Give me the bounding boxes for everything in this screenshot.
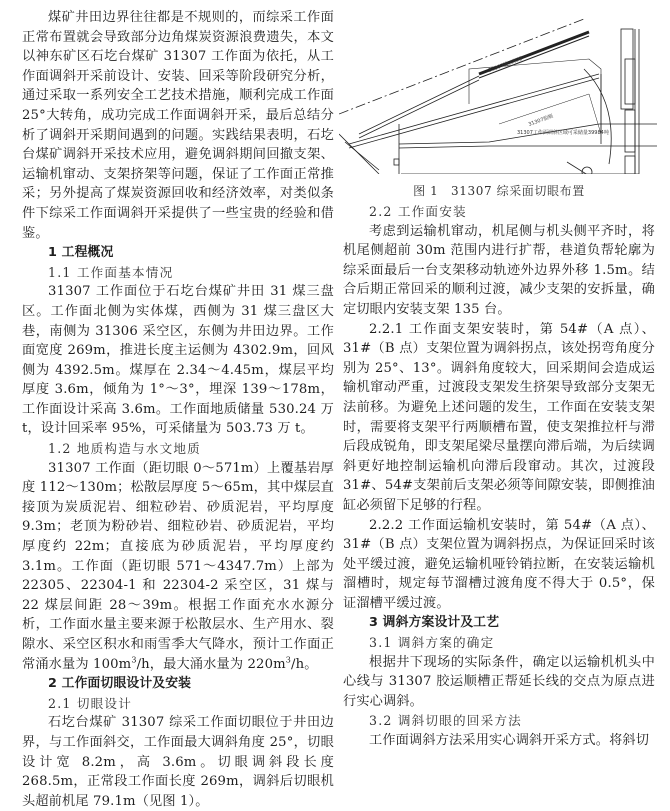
paragraph-3-2: 工作面调斜方法采用实心调斜开采方式。将斜切: [369, 733, 650, 749]
subsection-heading-3-2: 3.2 调斜切眼的回采方法: [369, 713, 522, 729]
subsection-heading-1-1: 1.1 工作面基本情况: [48, 264, 174, 280]
subsection-heading-1-2: 1.2 地质构造与水文地质: [48, 441, 201, 457]
paragraph-2-2-1: 2.2.1 工作面支架安装时，第 54#（A 点）、31#（B 点）支架位置为调斜拐点，该处拐弯角度分别为 25°、13°。调斜角度较大，回采期间会造成运输机窜动严重，过渡段支架发生挤架导致部分支架无法前移。为避免上述问题的发生，工作面在安装支架时，需要将支架平行两顺槽布置，使支架推拉杆与滞后段成锐角，即支架尾梁尽量摆向滞后端，为后续调斜更好地控制运输机向滞后段窜动。其次，过渡段 31#、54#支架前后支架必须等间隙安装，即侧推油缸必须留下足够的行程。: [343, 321, 655, 513]
figure-caption: 图 1 31307 综采面切眼布置: [413, 184, 585, 198]
paragraph-3-1: 根据井下现场的实际条件，确定以运输机机头中心线与 31307 胶运顺槽正帮延长线的交点为原点进行实心调斜。: [343, 654, 655, 709]
section-heading-2: 2 工作面切眼设计及安装: [48, 676, 192, 692]
superscript: 3: [131, 655, 137, 665]
region-label: 31307工作面调斜区域可采储量39984吨: [517, 130, 609, 136]
cut-layout-drawing: [339, 14, 657, 174]
right-column: [343, 8, 655, 751]
paragraph-1-2: [22, 459, 334, 675]
subsection-heading-2-1: 2.1 切眼设计: [48, 695, 133, 711]
airway-label: 31307辅运顺槽: [487, 55, 524, 74]
section-heading-1: 1 工程概况: [48, 245, 114, 261]
boundary-line: [339, 19, 584, 114]
superscript: 3: [285, 655, 292, 665]
paragraph-1-2-part-c: /h。: [291, 656, 318, 672]
left-column: [22, 8, 334, 811]
figure-1: [339, 14, 657, 174]
section-heading-3: 3 调斜方案设计及工艺: [369, 615, 500, 631]
paragraph-2-1: 石圪台煤矿 31307 综采工作面切眼位于井田边界，与工作面斜交，工作面最大调斜角度 25°，切眼设计宽 8.2m，高 3.6m。切眼调斜段长度 268.5m，正常段工作面长度 269m，调斜后切眼机头超前机尾 79.1m（见图 1）。: [22, 715, 334, 809]
paragraph-2-2-2: 2.2.2 工作面运输机安装时，第 54#（A 点）、31#（B 点）支架位置为调斜拐点，为保证回采时该处平缓过渡，避免运输机哑铃销拉断，在安装运输机溜槽时，规定每节溜槽过渡角度不得大于 0.5°，保证溜槽平缓过渡。: [343, 517, 655, 611]
belt-label: 31307胶顺: [527, 113, 555, 128]
subsection-heading-2-2: 2.2 工作面安装: [369, 204, 467, 219]
paragraph-1-2-part-b: /h，最大涌水量为 220m: [136, 656, 286, 672]
intro-paragraph: 煤矿井田边界往往都是不规则的，而综采工作面正常布置就会导致部分边角煤炭资源浪费遗失，本文以神东矿区石圪台煤矿 31307 工作面为依托，从工作面调斜开采前设计、安装、回采等阶段研究分析，通过采取一系列安全工艺技术措施，顺利完成工作面 25°大转角，成功完成工作面调斜开采，最后总结分析了调斜开采期间遇到的问题。实践结果表明，石圪台煤矿调斜开采技术应用，避免调斜期间回撤支架、运输机窜动、支架挤架等问题，保证了工作面正常推采；另外提高了煤炭资源回收和经济效率，对类似条件下综采工作面调斜开采提供了一些宝贵的经验和借鉴。: [22, 10, 334, 241]
paragraph-2-2: 考虑到运输机窜动，机尾侧与机头侧平齐时，将机尾侧超前 30m 范围内进行扩帮，巷道负帮轮廓为综采面最后一台支架移动轨迹外边界外移 1.5m。结合后期正常回采的顺利过渡，减少支架的安拆量，确定切眼内安装支架 135 台。: [343, 223, 655, 317]
subsection-heading-3-1: 3.1 调斜方案的确定: [369, 635, 495, 651]
paragraph-1-2-part-a: 31307 工作面（距切眼 0～571m）上覆基岩厚度 112～130m；松散层厚度 5～65m，其中煤层直接顶为炭质泥岩、细粒砂岩、砂质泥岩，平均厚度 9.3m；老顶为粉砂岩、细粒砂岩、砂质泥岩，平均厚度约 22m；直接底为砂质泥岩，平均厚度约 3.1m。工作面（距切眼 571～4347.7m）上部为 22305、22304-1 和 22304-2 采空区，31 煤与 22 煤层间距 28～39m。根据工作面充水水源分析，工作面水量主要来源于松散层水、生产用水、裂隙水、采空区积水和雨雪季大气降水，预计工作面正常涌水量为 100m: [22, 460, 334, 672]
paragraph-1-1: 31307 工作面位于石圪台煤矿井田 31 煤三盘区。工作面北侧为实体煤，西侧为 31 煤三盘区大巷，南侧为 31306 采空区，东侧为井田边界。工作面宽度 269m，推进长度主运侧为 4302.9m，回风侧为 4392.5m。煤厚在 2.34～4.45m，煤层平均厚度 3.6m，倾角为 1°～3°，埋深 139～178m，工作面设计采高 3.6m。工作面地质储量 530.24 万 t，设计回采率 95%，可采储量为 503.73 万 t。: [22, 284, 334, 437]
